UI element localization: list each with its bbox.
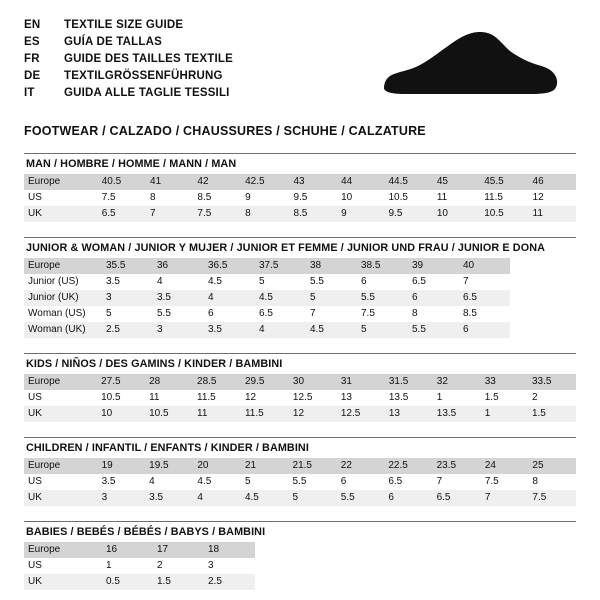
size-cell: 11	[193, 406, 241, 422]
size-table-row	[24, 306, 510, 322]
size-cell: 31.5	[385, 374, 433, 390]
size-cell: 13	[337, 390, 385, 406]
language-row	[24, 35, 233, 52]
size-table-body	[24, 258, 510, 338]
size-table-body	[24, 374, 576, 422]
row-label: UK	[24, 490, 98, 506]
size-cell: 10	[97, 406, 145, 422]
row-label: US	[24, 558, 102, 574]
size-cell: 11	[529, 206, 576, 222]
size-cell: 4.5	[193, 474, 241, 490]
size-table-row	[24, 406, 576, 422]
row-label: Junior (UK)	[24, 290, 102, 306]
size-cell: 22.5	[384, 458, 432, 474]
category-title: FOOTWEAR / CALZADO / CHAUSSURES / SCHUHE / CALZATURE	[24, 124, 426, 138]
size-cell: 4	[193, 490, 241, 506]
size-cell: 32	[433, 374, 481, 390]
size-block	[24, 153, 576, 222]
size-cell: 46	[529, 174, 576, 190]
size-cell: 1.5	[481, 390, 528, 406]
language-row	[24, 18, 233, 35]
block-title: BABIES / BEBÉS / BÉBÉS / BABYS / BAMBINI	[26, 526, 266, 538]
row-label: Europe	[24, 458, 98, 474]
size-cell: 7.5	[193, 206, 241, 222]
size-cell: 24	[481, 458, 529, 474]
size-table-row	[24, 206, 576, 222]
size-cell: 29.5	[241, 374, 289, 390]
size-table	[24, 374, 576, 422]
size-table-row	[24, 474, 576, 490]
size-cell: 5	[102, 306, 153, 322]
block-title: CHILDREN / INFANTIL / ENFANTS / KINDER / BAMBINI	[26, 442, 309, 454]
size-cell: 1	[481, 406, 528, 422]
size-cell: 8	[408, 306, 459, 322]
size-cell: 8	[146, 190, 193, 206]
language-title: GUIDA ALLE TAGLIE TESSILI	[64, 87, 230, 99]
size-table-header-row	[24, 542, 255, 558]
size-block	[24, 237, 576, 338]
size-cell: 3.5	[153, 290, 204, 306]
size-cell: 6	[408, 290, 459, 306]
size-cell: 12.5	[337, 406, 385, 422]
size-cell: 38	[306, 258, 357, 274]
size-cell: 12	[241, 390, 289, 406]
size-cell: 3	[102, 290, 153, 306]
size-cell: 40.5	[98, 174, 146, 190]
size-cell: 9.5	[289, 190, 337, 206]
size-cell: 4	[145, 474, 193, 490]
size-cell: 11.5	[480, 190, 528, 206]
size-cell: 16	[102, 542, 153, 558]
language-code: ES	[24, 36, 40, 48]
size-cell: 42.5	[241, 174, 289, 190]
size-cell: 2	[153, 558, 204, 574]
size-cell: 3	[204, 558, 255, 574]
language-title: GUÍA DE TALLAS	[64, 36, 162, 48]
size-cell: 6.5	[98, 206, 146, 222]
size-table-header-row	[24, 174, 576, 190]
size-cell: 12	[289, 406, 337, 422]
size-cell: 3.5	[204, 322, 255, 338]
size-cell: 38.5	[357, 258, 408, 274]
size-table	[24, 174, 576, 222]
block-title: JUNIOR & WOMAN / JUNIOR Y MUJER / JUNIOR ET FEMME / JUNIOR UND FRAU / JUNIOR E DONA	[26, 242, 545, 254]
size-table-row	[24, 558, 255, 574]
size-table-row	[24, 274, 510, 290]
size-cell: 9	[241, 190, 289, 206]
size-cell: 3.5	[145, 490, 193, 506]
size-table	[24, 258, 510, 338]
size-cell: 6.5	[255, 306, 306, 322]
size-table-row	[24, 574, 255, 590]
size-cell: 7.5	[357, 306, 408, 322]
size-cell: 2.5	[204, 574, 255, 590]
size-cell: 4.5	[306, 322, 357, 338]
size-block	[24, 353, 576, 422]
page-header	[24, 18, 576, 110]
row-label: US	[24, 474, 98, 490]
size-cell: 6	[384, 490, 432, 506]
size-cell: 36.5	[204, 258, 255, 274]
language-title-table	[24, 18, 233, 103]
size-table-body	[24, 174, 576, 222]
size-cell: 7	[433, 474, 481, 490]
size-cell: 5	[241, 474, 289, 490]
size-cell: 37.5	[255, 258, 306, 274]
size-cell: 6	[459, 322, 510, 338]
size-cell: 22	[337, 458, 385, 474]
size-cell: 5	[255, 274, 306, 290]
size-cell: 8.5	[289, 206, 337, 222]
row-label: Woman (US)	[24, 306, 102, 322]
size-block	[24, 437, 576, 506]
size-cell: 5	[357, 322, 408, 338]
size-cell: 43	[289, 174, 337, 190]
size-cell: 4.5	[241, 490, 289, 506]
size-cell: 10	[433, 206, 480, 222]
size-table-row	[24, 490, 576, 506]
size-table	[24, 542, 255, 590]
size-table-row	[24, 290, 510, 306]
size-cell: 4	[204, 290, 255, 306]
size-cell: 8.5	[193, 190, 241, 206]
size-cell: 10.5	[385, 190, 433, 206]
size-cell: 45.5	[480, 174, 528, 190]
language-row	[24, 52, 233, 69]
size-cell: 8.5	[459, 306, 510, 322]
size-cell: 39	[408, 258, 459, 274]
size-cell: 7.5	[528, 490, 576, 506]
size-cell: 3.5	[98, 474, 146, 490]
row-label: US	[24, 390, 97, 406]
size-cell: 7	[306, 306, 357, 322]
size-cell: 6	[357, 274, 408, 290]
size-table-row	[24, 390, 576, 406]
size-cell: 12	[529, 190, 576, 206]
size-table-header-row	[24, 374, 576, 390]
size-cell: 17	[153, 542, 204, 558]
size-cell: 1	[102, 558, 153, 574]
dress-shoe-icon	[368, 26, 568, 106]
size-cell: 35.5	[102, 258, 153, 274]
size-cell: 3.5	[102, 274, 153, 290]
size-cell: 40	[459, 258, 510, 274]
size-cell: 45	[433, 174, 480, 190]
language-code: IT	[24, 87, 35, 99]
size-cell: 5.5	[306, 274, 357, 290]
size-cell: 2.5	[102, 322, 153, 338]
size-cell: 3	[98, 490, 146, 506]
size-cell: 11.5	[193, 390, 241, 406]
size-cell: 28	[145, 374, 193, 390]
size-cell: 7	[481, 490, 529, 506]
row-label: US	[24, 190, 98, 206]
size-cell: 0.5	[102, 574, 153, 590]
size-cell: 10.5	[97, 390, 145, 406]
size-cell: 9.5	[385, 206, 433, 222]
row-label: Europe	[24, 542, 102, 558]
size-table-body	[24, 542, 255, 590]
size-cell: 6.5	[433, 490, 481, 506]
size-cell: 13.5	[385, 390, 433, 406]
size-cell: 6.5	[459, 290, 510, 306]
language-row	[24, 69, 233, 86]
size-cell: 12.5	[289, 390, 337, 406]
size-table-header-row	[24, 458, 576, 474]
language-code: DE	[24, 70, 41, 82]
size-cell: 6.5	[384, 474, 432, 490]
size-cell: 5.5	[357, 290, 408, 306]
size-cell: 7	[146, 206, 193, 222]
row-label: Europe	[24, 258, 102, 274]
size-cell: 1.5	[153, 574, 204, 590]
size-cell: 18	[204, 542, 255, 558]
row-label: UK	[24, 406, 97, 422]
size-cell: 5.5	[153, 306, 204, 322]
block-title: MAN / HOMBRE / HOMME / MANN / MAN	[26, 158, 237, 170]
size-cell: 10.5	[480, 206, 528, 222]
language-code: FR	[24, 53, 40, 65]
size-table-row	[24, 322, 510, 338]
size-cell: 23.5	[433, 458, 481, 474]
size-cell: 19	[98, 458, 146, 474]
size-cell: 10.5	[145, 406, 193, 422]
language-title-body	[24, 18, 233, 103]
size-cell: 11	[433, 190, 480, 206]
size-cell: 20	[193, 458, 241, 474]
row-label: Woman (UK)	[24, 322, 102, 338]
size-cell: 5	[306, 290, 357, 306]
size-table	[24, 458, 576, 506]
language-row	[24, 86, 233, 103]
size-cell: 4	[153, 274, 204, 290]
size-cell: 5	[289, 490, 337, 506]
size-cell: 4.5	[255, 290, 306, 306]
size-cell: 5.5	[337, 490, 385, 506]
size-cell: 1.5	[528, 406, 576, 422]
size-table-row	[24, 190, 576, 206]
language-title: TEXTILGRÖSSENFÜHRUNG	[64, 70, 223, 82]
size-cell: 30	[289, 374, 337, 390]
size-cell: 13.5	[433, 406, 481, 422]
row-label: Europe	[24, 374, 97, 390]
size-block	[24, 521, 576, 590]
size-table-header-row	[24, 258, 510, 274]
size-cell: 27.5	[97, 374, 145, 390]
language-title: TEXTILE SIZE GUIDE	[64, 19, 184, 31]
size-cell: 8	[528, 474, 576, 490]
size-cell: 8	[241, 206, 289, 222]
size-cell: 19.5	[145, 458, 193, 474]
size-cell: 3	[153, 322, 204, 338]
size-cell: 11.5	[241, 406, 289, 422]
size-cell: 5.5	[408, 322, 459, 338]
size-cell: 6	[204, 306, 255, 322]
size-cell: 25	[528, 458, 576, 474]
size-cell: 2	[528, 390, 576, 406]
size-cell: 9	[337, 206, 384, 222]
size-cell: 10	[337, 190, 384, 206]
row-label: UK	[24, 206, 98, 222]
row-label: UK	[24, 574, 102, 590]
size-cell: 33	[481, 374, 528, 390]
size-blocks	[24, 153, 576, 590]
size-cell: 31	[337, 374, 385, 390]
size-cell: 5.5	[289, 474, 337, 490]
row-label: Junior (US)	[24, 274, 102, 290]
size-cell: 21	[241, 458, 289, 474]
size-cell: 7	[459, 274, 510, 290]
block-title: KIDS / NIÑOS / DES GAMINS / KINDER / BAMBINI	[26, 358, 283, 370]
size-cell: 4	[255, 322, 306, 338]
size-cell: 44.5	[385, 174, 433, 190]
size-cell: 36	[153, 258, 204, 274]
language-title: GUIDE DES TAILLES TEXTILE	[64, 53, 233, 65]
size-table-body	[24, 458, 576, 506]
size-cell: 42	[193, 174, 241, 190]
size-cell: 28.5	[193, 374, 241, 390]
size-cell: 41	[146, 174, 193, 190]
size-cell: 6	[337, 474, 385, 490]
size-cell: 13	[385, 406, 433, 422]
size-cell: 33.5	[528, 374, 576, 390]
language-code: EN	[24, 19, 41, 31]
size-cell: 21.5	[289, 458, 337, 474]
row-label: Europe	[24, 174, 98, 190]
size-cell: 4.5	[204, 274, 255, 290]
size-cell: 7.5	[98, 190, 146, 206]
size-cell: 1	[433, 390, 481, 406]
size-cell: 44	[337, 174, 384, 190]
size-cell: 7.5	[481, 474, 529, 490]
size-cell: 6.5	[408, 274, 459, 290]
size-cell: 11	[145, 390, 193, 406]
